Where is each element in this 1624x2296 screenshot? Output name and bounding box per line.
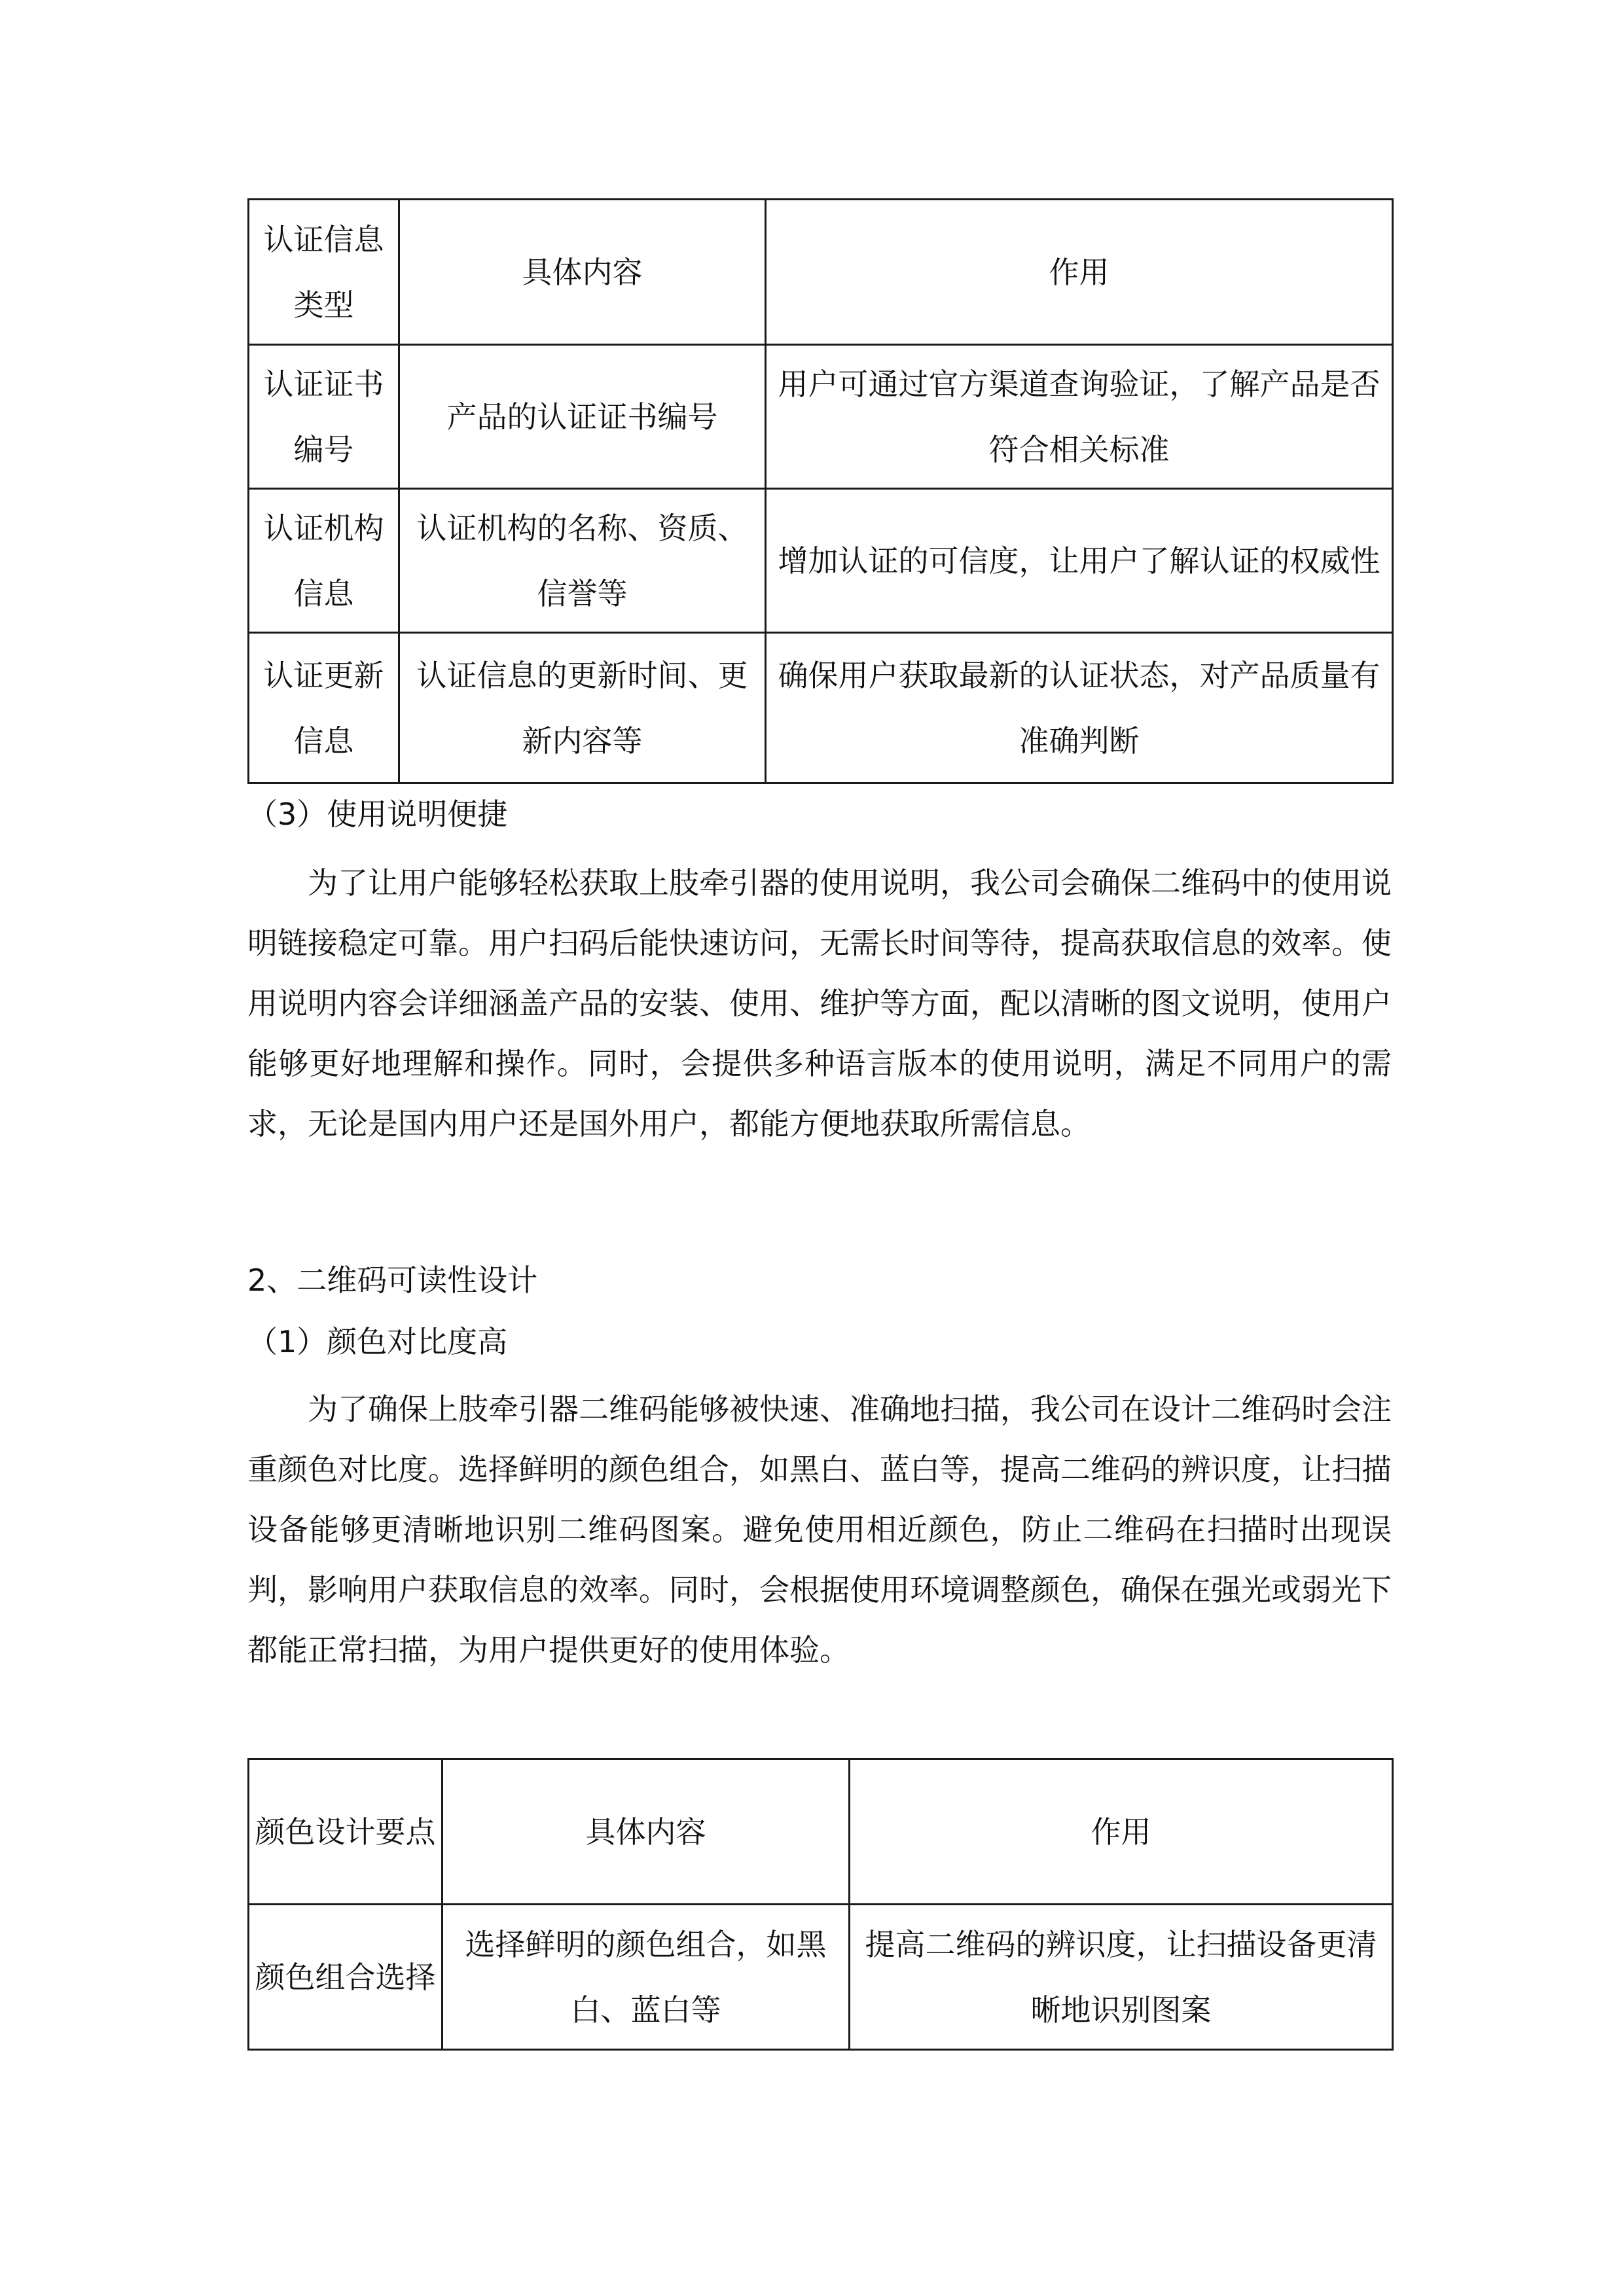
table-cell: 认证机构的名称、资质、信誉等 (399, 489, 766, 633)
table-header-cell: 认证信息类型 (249, 200, 399, 345)
table-cell: 认证信息的更新时间、更新内容等 (399, 633, 766, 783)
table-row (249, 345, 1393, 489)
table-cell: 选择鲜明的颜色组合，如黑白、蓝白等 (442, 1905, 850, 2050)
table-header-cell: 作用 (850, 1759, 1393, 1905)
table-cell: 认证更新信息 (249, 633, 399, 783)
section-2-heading: 2、二维码可读性设计 (247, 1263, 538, 1298)
table-cell: 用户可通过官方渠道查询验证，了解产品是否符合相关标准 (766, 345, 1393, 489)
table-header-cell: 具体内容 (442, 1759, 850, 1905)
table-header-row (249, 200, 1393, 345)
table-cell: 认证机构信息 (249, 489, 399, 633)
color-design-table (247, 1758, 1394, 2051)
table-cell: 提高二维码的辨识度，让扫描设备更清晰地识别图案 (850, 1905, 1393, 2050)
certification-info-table (247, 198, 1394, 784)
table-row (249, 633, 1393, 783)
subsection-1-paragraph: 为了确保上肢牵引器二维码能够被快速、准确地扫描，我公司在设计二维码时会注重颜色对比度。选择鲜明的颜色组合，如黑白、蓝白等，提高二维码的辨识度，让扫描设备能够更清晰地识别二维码图案。避免使用相近颜色，防止二维码在扫描时出现误判，影响用户获取信息的效率。同时，会根据使用环境调整颜色，确保在强光或弱光下都能正常扫描，为用户提供更好的使用体验。 (247, 1391, 1392, 1668)
table-cell: 产品的认证证书编号 (399, 345, 766, 489)
table-header-cell: 颜色设计要点 (249, 1759, 442, 1905)
table-header-row (249, 1759, 1393, 1905)
table-cell: 颜色组合选择 (249, 1905, 442, 2050)
table-row (249, 489, 1393, 633)
section-3-heading: （3）使用说明便捷 (247, 797, 508, 832)
table-cell: 增加认证的可信度，让用户了解认证的权威性 (766, 489, 1393, 633)
table-header-cell: 具体内容 (399, 200, 766, 345)
table-header-cell: 作用 (766, 200, 1393, 345)
table-row (249, 1905, 1393, 2050)
subsection-1-heading: （1）颜色对比度高 (247, 1324, 508, 1359)
table-cell: 认证证书编号 (249, 345, 399, 489)
table-cell: 确保用户获取最新的认证状态，对产品质量有准确判断 (766, 633, 1393, 783)
section-3-paragraph: 为了让用户能够轻松获取上肢牵引器的使用说明，我公司会确保二维码中的使用说明链接稳定可靠。用户扫码后能快速访问，无需长时间等待，提高获取信息的效率。使用说明内容会详细涵盖产品的安装、使用、维护等方面，配以清晰的图文说明，使用户能够更好地理解和操作。同时，会提供多种语言版本的使用说明，满足不同用户的需求，无论是国内用户还是国外用户，都能方便地获取所需信息。 (247, 865, 1392, 1141)
